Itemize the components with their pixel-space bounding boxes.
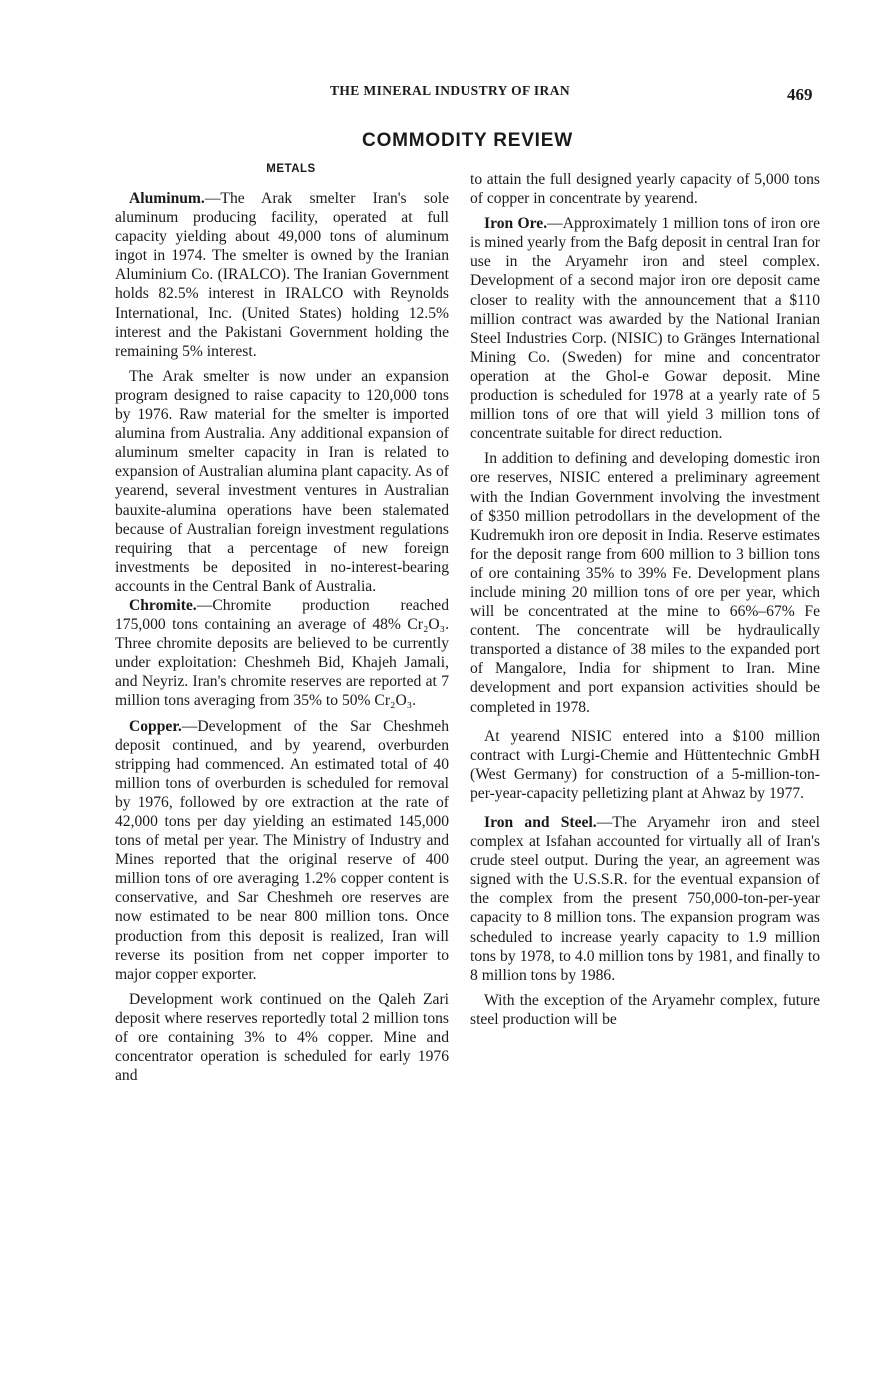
chromite-paragraph	[115, 596, 449, 711]
aluminum-paragraph-2: The Arak smelter is now under an expansion program designed to raise capacity to 120,000 tons by 1976. Raw material for the smelter is imported alumina from Australia. Any additional expansion of aluminum smelter capacity in Iran is related to expansion of Australian alumina plant capacity. As of yearend, several investment ventures in Australian bauxite-alumina operations have been stalemated because of Australian foreign investment regulations requiring that a percentage of new foreign investments be deposited in no-interest-bearing accounts in the Central Bank of Australia.	[115, 367, 449, 595]
iron-ore-paragraph	[470, 214, 820, 443]
continued-paragraph: to attain the full designed yearly capacity of 5,000 tons of copper in concentrate by yearend.	[470, 171, 820, 208]
metals-subhead: METALS	[266, 163, 316, 175]
chromite-heading: Chromite.	[129, 596, 197, 614]
iron-ore-body: —Approximately 1 million tons of iron ore is mined yearly from the Bafg deposit in central Iran for use in the Aryamehr iron and steel complex. Development of a second major iron ore deposit came closer to reality with the announcement that a $110 million contract was awarded by the National Iranian Steel Industries Corp. (NISIC) to Gränges International Mining Co. (Sweden) for mine and concentrator operation at the Ghol-e Gowar deposit. Mine production is scheduled for 1978 at a yearly rate of 5 million tons of ore that will yield 3 million tons of concentrate suitable for direct reduction.	[470, 215, 820, 443]
iron-steel-heading: Iron and Steel.	[484, 814, 597, 831]
aluminum-paragraph	[115, 189, 449, 361]
page-number: 469	[787, 85, 813, 104]
copper-heading: Copper.	[129, 717, 182, 735]
iron-steel-paragraph-2: With the exception of the Aryamehr complex, future steel production will be	[470, 991, 820, 1028]
iron-ore-paragraph-2: In addition to defining and developing domestic iron ore reserves, NISIC entered a preliminary agreement with the Indian Government involving the investment of $350 million petrodollars in the development of the Kudremukh iron ore deposit in India. Reserve estimates for the deposit range from 600 million to 3 billion tons of ore containing 35% to 39% Fe. Development plans include mining 20 million tons of ore per year, which will be concentrated at the mine to 66%–67% Fe content. The concentrate will be hydraulically transported a distance of 38 miles to the expanded port of Mangalore, India for shipment to Iran. Mine development and port expansion activities should be completed in 1978.	[470, 450, 820, 716]
aluminum-body: —The Arak smelter Iran's sole aluminum producing facility, operated at full capacity yielding about 49,000 tons of aluminum ingot in 1974. The smelter is owned by the Iranian Aluminium Co. (IRALCO). The Iranian Government holds 82.5% interest in IRALCO with Reynolds International, Inc. (United States) holding 12.5% interest and the Pakistani Government holding the remaining 5% interest.	[115, 190, 449, 360]
copper-body: —Development of the Sar Cheshmeh deposit continued, and by yearend, overburden stripping had commenced. An estimated total of 40 million tons of overburden is scheduled for removal by 1976, followed by ore extraction at the rate of 42,000 tons per day yielding an estimated 145,000 tons of metal per year. The Ministry of Industry and Mines reported that the original reserve of 400 million tons of ore averaging 1.2% copper content is conservative, and Sar Cheshmeh ore reserves are now estimated to be near 800 million tons. Once production from this deposit is realized, Iran will reverse its position from net copper importer to major copper exporter.	[115, 717, 449, 983]
iron-ore-paragraph-3: At yearend NISIC entered into a $100 million contract with Lurgi-Chemie and Hüttentechnic GmbH (West Germany) for construction of a 5-million-ton-per-year-capacity pelletizing plant at Ahwaz by 1977.	[470, 727, 820, 802]
iron-steel-paragraph	[470, 813, 820, 985]
chromite-body: —Chromite production reached 175,000 tons containing an average of 48% Cr₂O₃. Three chromite deposits are believed to be currently under exploitation: Cheshmeh Bid, Khajeh Jamali, and Neyriz. Iran's chromite reserves are reported at 7 million tons averaging from 35% to 50% Cr₂O₃.	[115, 596, 449, 710]
running-head: THE MINERAL INDUSTRY OF IRAN	[330, 83, 571, 98]
aluminum-heading: Aluminum.	[129, 190, 205, 207]
left-column	[115, 163, 449, 1085]
copper-paragraph-2: Development work continued on the Qaleh Zari deposit where reserves reportedly total 2 million tons of ore containing 3% to 4% copper. Mine and concentrator operation is scheduled for early 1976 and	[115, 990, 449, 1085]
right-column	[470, 170, 820, 1029]
section-title: COMMODITY REVIEW	[362, 130, 573, 151]
copper-paragraph	[115, 717, 449, 984]
iron-ore-heading: Iron Ore.	[484, 215, 548, 233]
iron-steel-body: —The Aryamehr iron and steel complex at Isfahan accounted for virtually all of Iran's crude steel output. During the year, an agreement was signed with the U.S.S.R. for the eventual expansion of the complex from the present 750,000-ton-per-year capacity to 8 million tons. The expansion program was scheduled to increase yearly capacity to 1.9 million tons by 1978, to 4.0 million tons by 1981, and finally to 8 million tons by 1986.	[470, 814, 820, 984]
